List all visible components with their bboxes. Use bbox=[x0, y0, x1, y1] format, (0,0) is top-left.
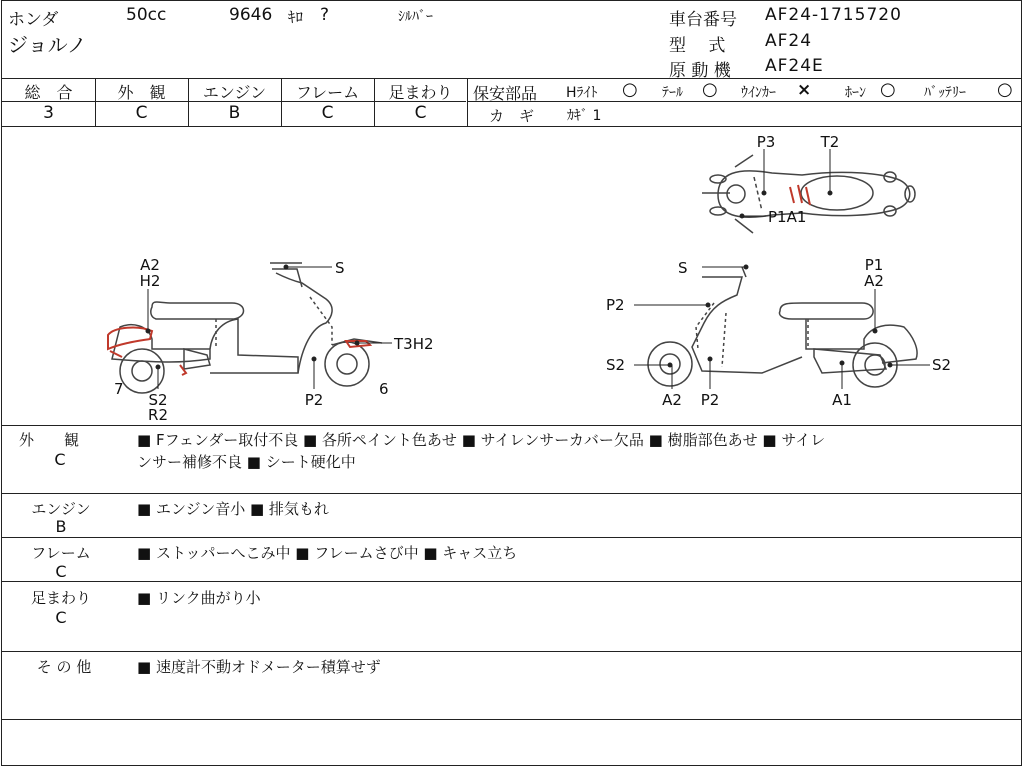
diagram-label: T3H2 bbox=[394, 335, 434, 353]
remark-engine-label: エンジン bbox=[31, 500, 91, 518]
remark-exterior-label: 外 観 bbox=[18, 431, 79, 449]
remark-suspension-grade: C bbox=[55, 608, 67, 627]
safety-winker-mark: × bbox=[797, 80, 812, 100]
mileage: 9646 bbox=[229, 5, 273, 25]
key-value: ｶｷﾞ 1 bbox=[567, 108, 602, 124]
diagram-label: 7 bbox=[114, 380, 124, 398]
key-label: カ ギ bbox=[489, 107, 535, 125]
engine-label: 原 動 機 bbox=[669, 61, 731, 81]
remark-exterior-line: ンサー補修不良 ■ シート硬化中 bbox=[137, 453, 356, 471]
engine-model: AF24E bbox=[765, 56, 824, 76]
remark-exterior-line: ■ Fフェンダー取付不良 ■ 各所ペイント色あせ ■ サイレンサーカバー欠品 ■ 樹脂部色あせ ■ サイレ bbox=[137, 431, 826, 449]
model-type-label: 型 式 bbox=[669, 36, 726, 56]
inspection-sheet bbox=[1, 0, 1022, 766]
safety-headlight-mark: ○ bbox=[622, 79, 638, 100]
safety-battery-label: ﾊﾞｯﾃﾘｰ bbox=[924, 85, 966, 101]
remark-suspension-line: ■ リンク曲がり小 bbox=[137, 589, 261, 607]
diagram-label: A2 bbox=[662, 391, 682, 409]
grade-exterior-label: 外 観 bbox=[117, 83, 166, 102]
diagram-label: 6 bbox=[379, 380, 389, 398]
remark-frame-label: フレーム bbox=[31, 544, 91, 562]
grade-overall: 3 bbox=[43, 103, 54, 123]
safety-battery-mark: ○ bbox=[997, 79, 1013, 100]
remark-engine-line: ■ エンジン音小 ■ 排気もれ bbox=[137, 500, 329, 518]
maker: ホンダ bbox=[8, 10, 59, 30]
diagram-label: P1 bbox=[864, 256, 884, 274]
diagram-label: P1A1 bbox=[768, 208, 807, 226]
diagram-label: A1 bbox=[832, 391, 852, 409]
remark-exterior-grade: C bbox=[54, 450, 66, 469]
frame-no-label: 車台番号 bbox=[669, 10, 737, 30]
color: ｼﾙﾊﾞｰ bbox=[398, 9, 433, 25]
grade-overall-label: 総 合 bbox=[24, 83, 73, 102]
frame-no: AF24-1715720 bbox=[765, 5, 902, 25]
diagram-label: S2 bbox=[932, 356, 952, 374]
grade-exterior: C bbox=[135, 103, 148, 123]
safety-tail-label: ﾃｰﾙ bbox=[662, 85, 683, 101]
model-type: AF24 bbox=[765, 31, 813, 51]
remark-frame-grade: C bbox=[55, 562, 67, 581]
remark-other-label: そ の 他 bbox=[36, 658, 92, 676]
grade-frame: C bbox=[321, 103, 334, 123]
safety-horn-mark: ○ bbox=[880, 79, 896, 100]
diagram-label: A2 bbox=[140, 256, 160, 274]
grade-engine: B bbox=[228, 103, 241, 123]
diagram-label: S bbox=[678, 259, 688, 277]
safety-horn-label: ﾎｰﾝ bbox=[845, 85, 866, 101]
safety-label: 保安部品 bbox=[473, 84, 538, 103]
safety-headlight-label: Hﾗｲﾄ bbox=[566, 85, 598, 101]
grade-engine-label: エンジン bbox=[202, 83, 267, 102]
condition-diagram bbox=[2, 127, 1022, 425]
model-name: ジョルノ bbox=[8, 33, 87, 57]
displacement: 50cc bbox=[126, 5, 167, 25]
diagram-label: R2 bbox=[148, 406, 168, 424]
remark-suspension-label: 足まわり bbox=[30, 589, 91, 607]
safety-tail-mark: ○ bbox=[702, 79, 718, 100]
diagram-label: T2 bbox=[820, 133, 840, 151]
diagram-label: S2 bbox=[148, 391, 168, 409]
grade-suspension: C bbox=[414, 103, 427, 123]
diagram-label: P2 bbox=[304, 391, 324, 409]
diagram-label: A2 bbox=[864, 272, 884, 290]
diagram-label: P2 bbox=[700, 391, 720, 409]
grade-frame-label: フレーム bbox=[295, 83, 360, 102]
safety-winker-label: ｳｲﾝｶｰ bbox=[741, 85, 776, 101]
mileage-unit: ｷﾛ bbox=[288, 8, 304, 26]
damage-marks bbox=[108, 185, 810, 375]
remark-other-line: ■ 速度計不動オドメーター積算せず bbox=[137, 658, 381, 676]
grade-suspension-label: 足まわり bbox=[388, 83, 453, 102]
mileage-status: ? bbox=[320, 5, 330, 25]
remark-frame-line: ■ ストッパーへこみ中 ■ フレームさび中 ■ キャス立ち bbox=[137, 544, 518, 562]
diagram-label: S bbox=[335, 259, 345, 277]
diagram-label: P3 bbox=[756, 133, 776, 151]
remark-engine-grade: B bbox=[55, 517, 67, 536]
diagram-label: P2 bbox=[606, 296, 625, 314]
diagram-label: S2 bbox=[606, 356, 626, 374]
diagram-label: H2 bbox=[139, 272, 161, 290]
